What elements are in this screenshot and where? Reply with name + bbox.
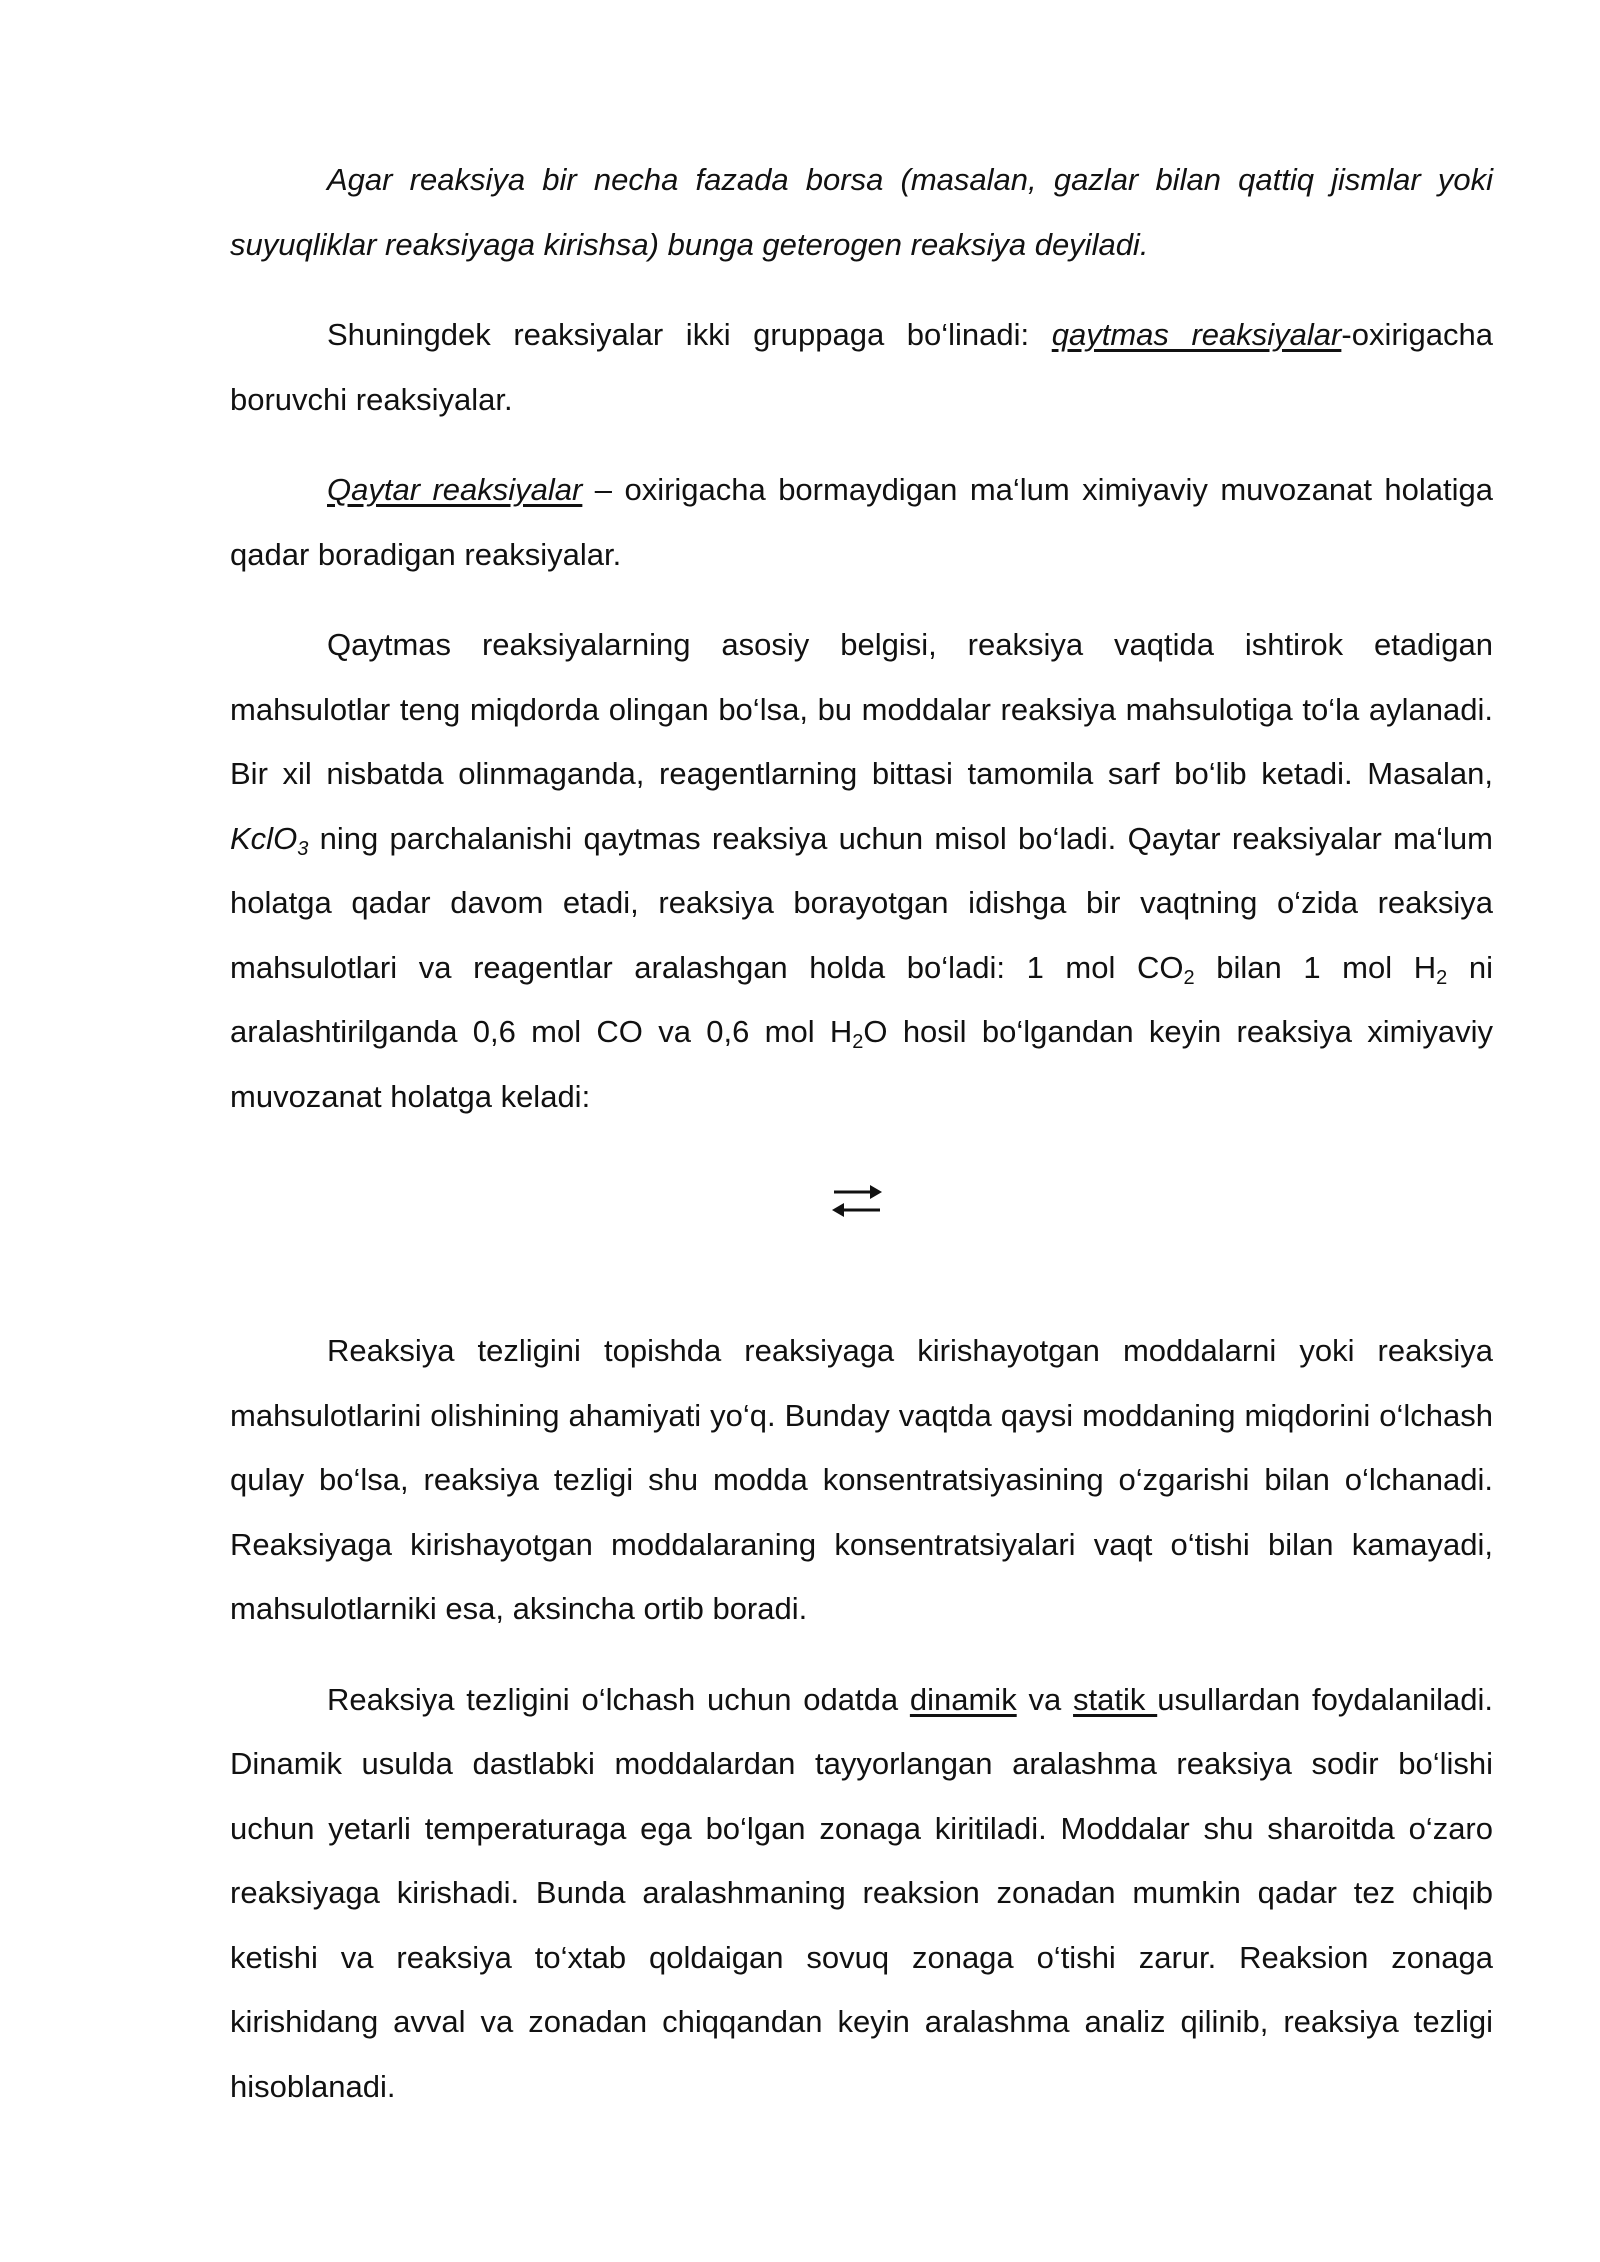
paragraph-text: Shuningdek reaksiyalar ikki gruppaga bo‘linadi: xyxy=(327,317,1052,352)
paragraph-text: – oxirigacha bormaydigan ma‘lum ximiyaviy muvozanat holatiga qadar boradigan reaksiyalar. xyxy=(230,472,1493,572)
paragraph-rate-measure xyxy=(230,1319,1493,1642)
paragraph-text: usullardan foydalaniladi. Dinamik usulda dastlabki moddalardan tayyorlangan aralashma reaksiya sodir bo‘lishi uchun yetarli temperaturaga ega bo‘lgan zonaga kiritiladi. Moddalar shu sharoitda o‘zaro reaksiyaga kirishadi. Bunda aralashmaning reaksion zonadan mumkin qadar tez chiqib ketishi va reaksiya to‘xtab qoldaigan sovuq zonaga o‘tishi zarur. Reaksion zonaga kirishidang avval va zonadan chiqqandan keyin aralashma analiz qilinib, reaksiya tezligi hisoblanadi. xyxy=(230,1681,1493,2104)
formula-kclo3 xyxy=(230,820,309,860)
paragraph-text: Reaksiya tezligini topishda reaksiyaga kirishayotgan moddalarni yoki reaksiya mahsulotlarini olishining ahamiyati yo‘q. Bunday vaqtda qaysi moddaning miqdorini o‘lchash qulay bo‘lsa, reaksiya tezligi shu modda konsentratsiyasining o‘zgarishi bilan o‘lchanadi. Reaksiyaga kirishayotgan moddalaraning konsentratsiyalari vaqt o‘tishi bilan kamayadi, mahsulotlarniki esa, aksincha ortib boradi. xyxy=(230,1333,1493,1626)
paragraph-text: O hosil bo‘lgandan keyin reaksiya ximiyaviy muvozanat holatga keladi: xyxy=(230,1014,1493,1114)
paragraph-text: ning parchalanishi qaytmas reaksiya uchun misol bo‘ladi. Qaytar reaksiyalar ma‘lum holatga qadar davom etadi, reaksiya borayotgan idishga bir vaqtning o‘zida reaksiya mahsulotlari va reagentlar aralashgan holda bo‘ladi: 1 mol CO xyxy=(230,820,1493,985)
paragraph-heterogeneous xyxy=(230,148,1493,277)
paragraph-text: bilan 1 mol H xyxy=(1194,949,1437,985)
paragraph-text: ni aralashtirilganda 0,6 mol CO va 0,6 mol H xyxy=(230,949,1494,1049)
formula-subscript: 3 xyxy=(297,837,309,860)
paragraph-text: Agar reaksiya bir necha fazada borsa (masalan, gazlar bilan qattiq jismlar yoki suyuqliklar reaksiyaga kirishsa) bunga geterogen reaksiya deyiladi. xyxy=(230,162,1493,262)
paragraph-text: va xyxy=(1016,1681,1074,1717)
term-irreversible: qaytmas reaksiyalar xyxy=(1051,317,1342,352)
formula-subscript: 2 xyxy=(1436,966,1448,989)
document-page xyxy=(230,148,1493,2119)
paragraph-two-groups xyxy=(230,303,1493,432)
paragraph-irreversible-sign xyxy=(230,613,1493,1129)
formula-text: KclO xyxy=(230,820,298,856)
paragraph-text: -oxirigacha boruvchi reaksiyalar. xyxy=(230,317,1493,417)
formula-subscript: 2 xyxy=(852,1031,864,1053)
paragraph-text: Reaksiya tezligini o‘lchash uchun odatda xyxy=(327,1681,910,1717)
equilibrium-equation xyxy=(230,1129,1493,1319)
term-dynamic: dinamik xyxy=(909,1681,1017,1717)
paragraph-methods xyxy=(230,1668,1493,2120)
term-static: statik xyxy=(1073,1681,1158,1717)
equilibrium-arrows-icon xyxy=(830,1181,884,1221)
paragraph-reversible xyxy=(230,458,1493,587)
term-reversible: Qaytar reaksiyalar xyxy=(327,472,583,507)
formula-subscript: 2 xyxy=(1183,966,1195,989)
paragraph-text: Qaytmas reaksiyalarning asosiy belgisi, reaksiya vaqtida ishtirok etadigan mahsulotlar teng miqdorda olingan bo‘lsa, bu moddalar reaksiya mahsulotiga to‘la aylanadi. Bir xil nisbatda olinmaganda, reagentlarning bittasi tamomila sarf bo‘lib ketadi. Masalan, xyxy=(230,627,1493,791)
